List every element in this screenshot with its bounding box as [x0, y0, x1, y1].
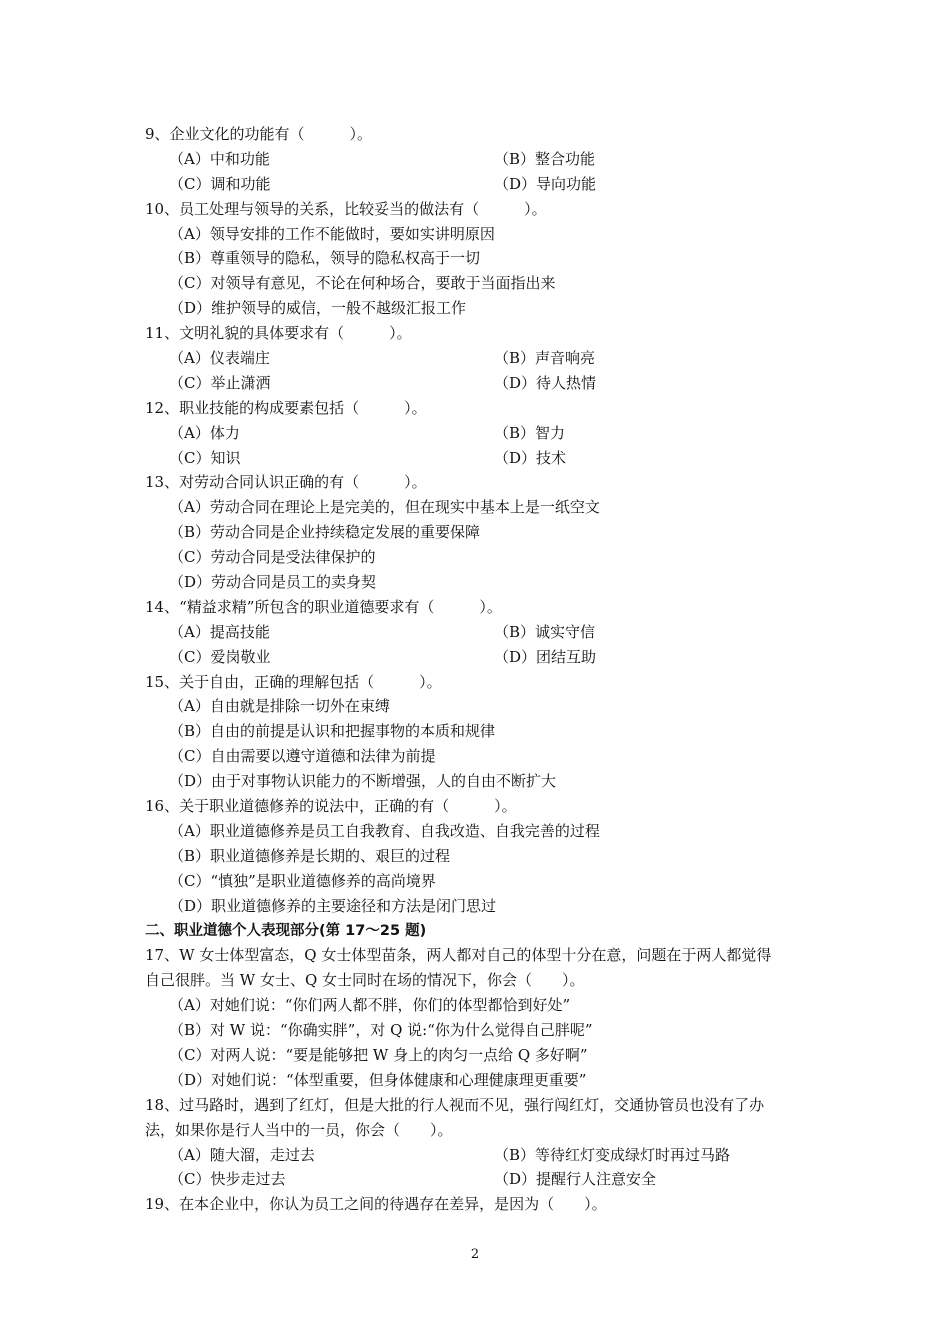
question-text: 法，如果你是行人当中的一员，你会（ ）。: [145, 1120, 453, 1139]
option-text: （A）领导安排的工作不能做时，要如实讲明原因: [169, 224, 495, 243]
option-left: （A）提高技能: [169, 622, 270, 641]
option-right: （D）技术: [494, 448, 567, 467]
question-text: 10、员工处理与领导的关系，比较妥当的做法有（ ）。: [145, 199, 547, 218]
option-left: （A）仪表端庄: [169, 349, 270, 368]
question-text: 17、W 女士体型富态，Q 女士体型苗条，两人都对自己的体型十分在意，问题在于两人都觉得: [145, 946, 772, 965]
option-text: （C）对领导有意见，不论在何种场合，要敢于当面指出来: [169, 274, 556, 293]
question-text: 9、企业文化的功能有（ ）。: [145, 125, 373, 143]
option-right: （B）等待红灯变成绿灯时再过马路: [494, 1145, 731, 1164]
option-row: [145, 620, 813, 645]
option-text: （C）自由需要以遵守道德和法律为前提: [169, 747, 436, 766]
option-left: （C）快步走过去: [169, 1170, 286, 1189]
option-right: （D）导向功能: [494, 174, 597, 193]
option-left: （C）举止潇洒: [169, 373, 271, 392]
option-row: [145, 1167, 813, 1192]
option-right: （B）诚实守信: [494, 622, 596, 641]
option-right: （D）团结互助: [494, 647, 597, 666]
section-heading: 二、职业道德个人表现部分(第 17～25 题): [145, 922, 427, 939]
option-text: （B）劳动合同是企业持续稳定发展的重要保障: [169, 523, 481, 542]
option-left: （A）中和功能: [169, 149, 270, 168]
question-text: 11、文明礼貌的具体要求有（ ）。: [145, 324, 412, 343]
question-text: 13、对劳动合同认识正确的有（ ）。: [145, 473, 427, 492]
option-right: （B）整合功能: [494, 149, 596, 168]
option-left: （C）调和功能: [169, 174, 271, 193]
option-right: （D）提醒行人注意安全: [494, 1170, 657, 1189]
option-text: （B）自由的前提是认识和把握事物的本质和规律: [169, 722, 496, 741]
option-row: [145, 346, 813, 371]
option-row: [145, 371, 813, 396]
option-text: （C）“慎独”是职业道德修养的高尚境界: [169, 871, 436, 890]
option-right: （B）声音响亮: [494, 349, 596, 368]
option-text: （D）劳动合同是员工的卖身契: [169, 573, 377, 592]
page-number: 2: [470, 1247, 480, 1262]
option-text: （A）职业道德修养是员工自我教育、自我改造、自我完善的过程: [169, 821, 600, 840]
question-text: 14、“精益求精”所包含的职业道德要求有（ ）。: [145, 597, 502, 616]
question-text: 19、在本企业中，你认为员工之间的待遇存在差异，是因为（ ）。: [145, 1195, 607, 1214]
option-text: （A）自由就是排除一切外在束缚: [169, 697, 390, 716]
question-text: 12、职业技能的构成要素包括（ ）。: [145, 398, 427, 417]
option-left: （C）爱岗敬业: [169, 647, 271, 666]
option-row: [145, 172, 813, 197]
option-text: （C）对两人说：“要是能够把 W 身上的肉匀一点给 Q 多好啊”: [169, 1045, 588, 1064]
exam-page-content: [145, 122, 813, 1217]
option-row: [145, 421, 813, 446]
option-text: （B）对 W 说：“你确实胖”，对 Q 说:“你为什么觉得自己胖呢”: [169, 1021, 593, 1040]
option-left: （C）知识: [169, 448, 241, 467]
option-text: （A）劳动合同在理论上是完美的，但在现实中基本上是一纸空文: [169, 498, 600, 517]
question-text: 15、关于自由，正确的理解包括（ ）。: [145, 672, 442, 691]
option-right: （D）待人热情: [494, 373, 597, 392]
question-text: 自己很胖。当 W 女士、Q 女士同时在场的情况下，你会（ ）。: [145, 971, 585, 990]
option-text: （D）维护领导的威信，一般不越级汇报工作: [169, 299, 467, 318]
option-left: （A）随大溜，走过去: [169, 1145, 315, 1164]
option-row: [145, 1143, 813, 1168]
option-row: [145, 147, 813, 172]
option-text: （B）尊重领导的隐私，领导的隐私权高于一切: [169, 249, 481, 268]
option-text: （B）职业道德修养是长期的、艰巨的过程: [169, 846, 451, 865]
option-text: （D）对她们说：“体型重要，但身体健康和心理健康理更重要”: [169, 1070, 587, 1089]
question-text: 16、关于职业道德修养的说法中，正确的有（ ）。: [145, 797, 517, 816]
option-row: [145, 446, 813, 471]
question-text: 18、过马路时，遇到了红灯，但是大批的行人视而不见，强行闯红灯，交通协管员也没有了办: [145, 1095, 765, 1114]
option-text: （D）职业道德修养的主要途径和方法是闭门思过: [169, 896, 497, 915]
option-text: （A）对她们说：“你们两人都不胖，你们的体型都恰到好处”: [169, 996, 571, 1015]
option-right: （B）智力: [494, 423, 566, 442]
option-text: （D）由于对事物认识能力的不断增强，人的自由不断扩大: [169, 772, 557, 791]
option-row: [145, 645, 813, 670]
option-text: （C）劳动合同是受法律保护的: [169, 548, 376, 567]
option-left: （A）体力: [169, 423, 240, 442]
